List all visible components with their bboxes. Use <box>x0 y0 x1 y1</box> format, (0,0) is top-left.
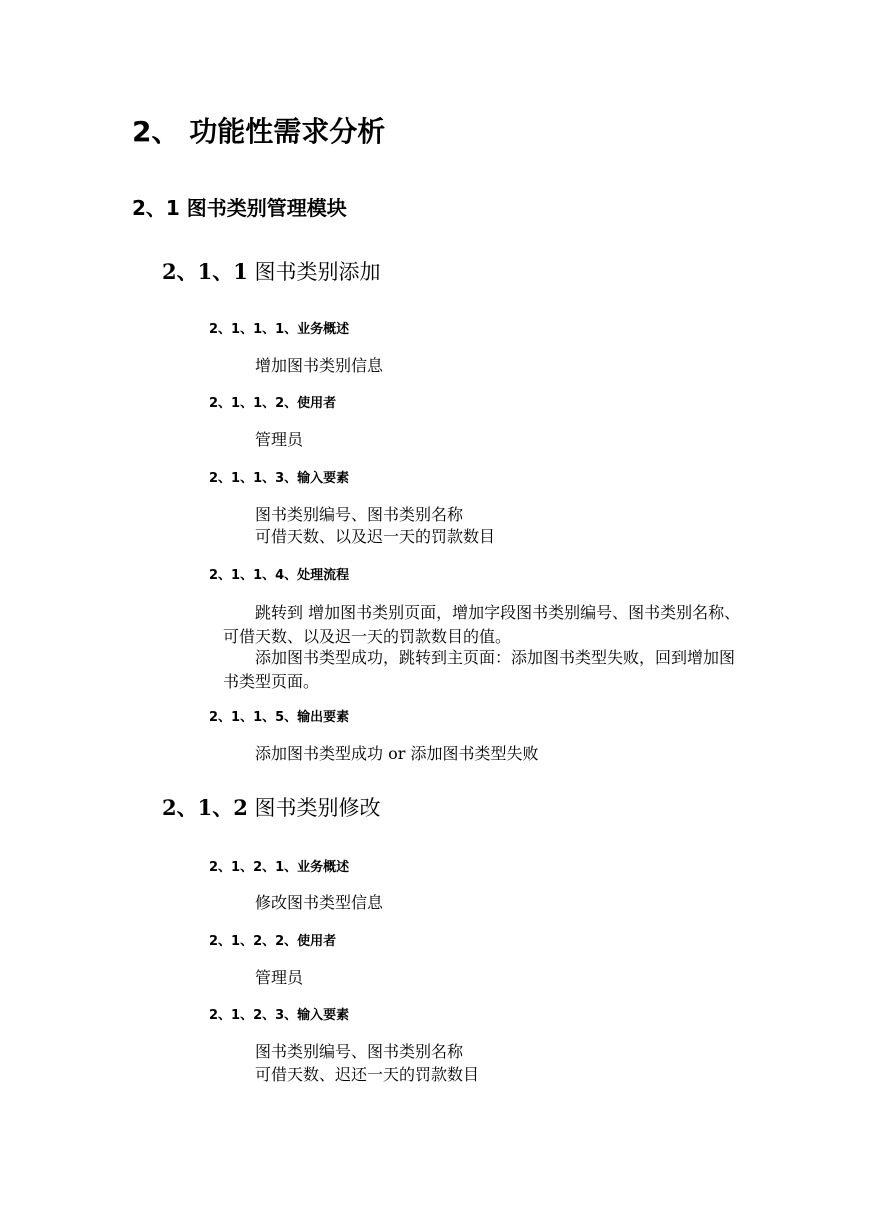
section-title: 2、 功能性需求分析 <box>132 115 386 148</box>
add-overview-heading: 2、1、1、1、业务概述 <box>209 322 350 337</box>
add-category-heading-text: 图书类别添加 <box>254 260 381 284</box>
add-process-paragraph-1: 跳转到 增加图书类别页面，增加字段图书类别编号、图书类别名称、可借天数、以及迟一天的罚款数目的值。 <box>223 603 741 646</box>
modify-category-heading <box>162 792 381 824</box>
modify-input-line-1: 图书类别编号、图书类别名称 <box>255 1042 464 1061</box>
add-output-text: 添加图书类型成功 or 添加图书类型失败 <box>255 744 539 763</box>
add-input-heading: 2、1、1、3、输入要素 <box>209 471 350 486</box>
add-overview-text: 增加图书类别信息 <box>255 356 384 375</box>
modify-input-heading: 2、1、2、3、输入要素 <box>209 1008 350 1023</box>
modify-input-line-2: 可借天数、迟还一天的罚款数目 <box>255 1065 480 1084</box>
add-output-heading: 2、1、1、5、输出要素 <box>209 710 350 725</box>
add-process-heading: 2、1、1、4、处理流程 <box>209 568 350 583</box>
modify-category-heading-text: 图书类别修改 <box>254 796 381 820</box>
modify-category-heading-number: 2、1、2 <box>162 795 248 820</box>
add-category-heading <box>162 256 381 288</box>
modify-overview-heading: 2、1、2、1、业务概述 <box>209 860 350 875</box>
add-user-text: 管理员 <box>255 430 304 449</box>
add-process-paragraph-2: 添加图书类型成功，跳转到主页面：添加图书类型失败，回到增加图书类型页面。 <box>223 648 736 691</box>
modify-user-heading: 2、1、2、2、使用者 <box>209 934 337 949</box>
subsection-title: 2、1 图书类别管理模块 <box>132 196 347 220</box>
add-category-heading-number: 2、1、1 <box>162 259 248 284</box>
modify-user-text: 管理员 <box>255 968 304 987</box>
modify-overview-text: 修改图书类型信息 <box>255 893 384 912</box>
add-input-line-1: 图书类别编号、图书类别名称 <box>255 505 464 524</box>
add-user-heading: 2、1、1、2、使用者 <box>209 396 337 411</box>
add-input-line-2: 可借天数、以及迟一天的罚款数目 <box>255 527 496 546</box>
